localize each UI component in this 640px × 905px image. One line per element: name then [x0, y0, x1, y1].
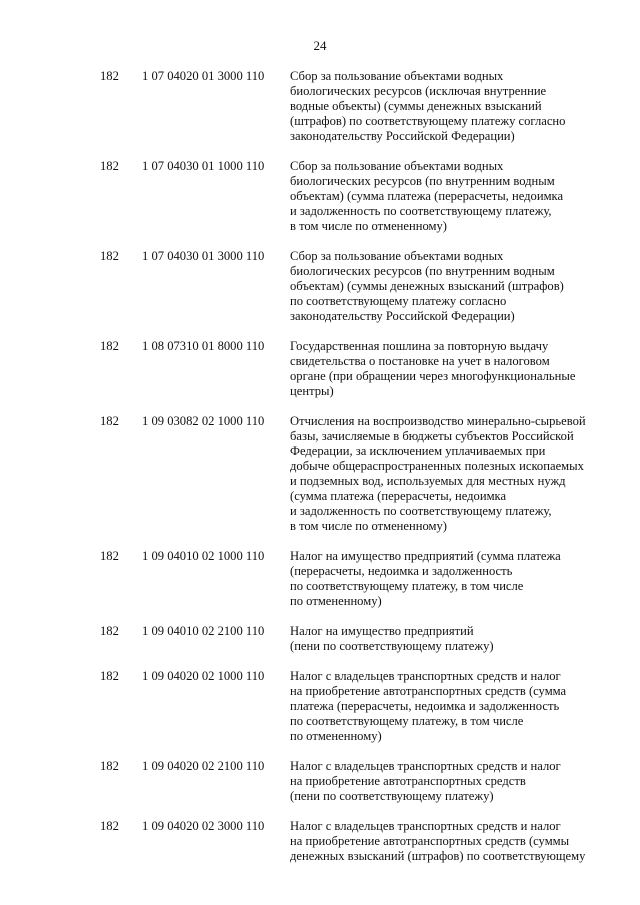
income-description: [290, 159, 610, 234]
description-line: в том числе по отмененному): [290, 219, 447, 233]
administrator-code: 182: [100, 549, 119, 563]
page-number: 24: [313, 38, 327, 53]
income-description: [290, 414, 610, 534]
description-line: на приобретение автотранспортных средств (суммы: [290, 834, 570, 848]
description-line: объектам) (сумма платежа (перерасчеты, недоимка: [290, 189, 564, 203]
administrator-code: 182: [100, 759, 119, 773]
budget-classification-code: 1 09 03082 02 1000 110: [142, 414, 265, 428]
administrator-code: 182: [100, 159, 119, 173]
description-line: центры): [290, 384, 334, 398]
description-line: Налог на имущество предприятий: [290, 624, 474, 638]
description-line: по отмененному): [290, 729, 382, 743]
table-row: [0, 624, 640, 654]
budget-classification-code: 1 09 04010 02 2100 110: [142, 624, 265, 638]
description-line: и подземных вод, используемых для местных нужд: [290, 474, 566, 488]
description-line: добыче общераспространенных полезных ископаемых: [290, 459, 584, 473]
description-line: Налог на имущество предприятий (сумма платежа: [290, 549, 561, 563]
income-description: [290, 339, 610, 399]
description-line: объектам) (суммы денежных взысканий (штрафов): [290, 279, 564, 293]
description-line: по соответствующему платежу, в том числе: [290, 714, 524, 728]
description-line: законодательству Российской Федерации): [290, 309, 515, 323]
budget-classification-code: 1 09 04010 02 1000 110: [142, 549, 265, 563]
budget-classification-code: 1 09 04020 02 3000 110: [142, 819, 265, 833]
administrator-code: 182: [100, 249, 119, 263]
budget-classification-code: 1 09 04020 02 2100 110: [142, 759, 265, 773]
description-line: Налог с владельцев транспортных средств и налог: [290, 819, 561, 833]
description-line: Отчисления на воспроизводство минерально-сырьевой: [290, 414, 586, 428]
table-row: [0, 159, 640, 234]
description-line: Федерации, за исключением уплачиваемых при: [290, 444, 546, 458]
budget-classification-code: 1 08 07310 01 8000 110: [142, 339, 265, 353]
description-line: и задолженность по соответствующему платежу,: [290, 204, 552, 218]
budget-classification-code: 1 07 04030 01 3000 110: [142, 249, 265, 263]
income-description: [290, 669, 610, 744]
administrator-code: 182: [100, 819, 119, 833]
table-row: [0, 339, 640, 399]
description-line: на приобретение автотранспортных средств: [290, 774, 526, 788]
administrator-code: 182: [100, 339, 119, 353]
description-line: по отмененному): [290, 594, 382, 608]
description-line: Сбор за пользование объектами водных: [290, 249, 504, 263]
description-line: (штрафов) по соответствующему платежу согласно: [290, 114, 566, 128]
administrator-code: 182: [100, 69, 119, 83]
description-line: законодательству Российской Федерации): [290, 129, 515, 143]
description-line: базы, зачисляемые в бюджеты субъектов Российской: [290, 429, 574, 443]
table-row: [0, 549, 640, 609]
administrator-code: 182: [100, 624, 119, 638]
income-description: [290, 624, 610, 654]
description-line: на приобретение автотранспортных средств (сумма: [290, 684, 567, 698]
description-line: (пени по соответствующему платежу): [290, 789, 494, 803]
description-line: и задолженность по соответствующему платежу,: [290, 504, 552, 518]
description-line: (перерасчеты, недоимка и задолженность: [290, 564, 513, 578]
description-line: по соответствующему платежу, в том числе: [290, 579, 524, 593]
description-line: Налог с владельцев транспортных средств и налог: [290, 759, 561, 773]
description-line: органе (при обращении через многофункциональные: [290, 369, 576, 383]
table-row: [0, 414, 640, 534]
description-line: по соответствующему платежу согласно: [290, 294, 507, 308]
description-line: платежа (перерасчеты, недоимка и задолженность: [290, 699, 560, 713]
description-line: Сбор за пользование объектами водных: [290, 69, 504, 83]
income-description: [290, 759, 610, 804]
description-line: в том числе по отмененному): [290, 519, 447, 533]
table-row: [0, 759, 640, 804]
description-line: денежных взысканий (штрафов) по соответствующему: [290, 849, 586, 863]
income-codes-table: [0, 69, 640, 879]
description-line: водные объекты) (суммы денежных взысканий: [290, 99, 542, 113]
description-line: биологических ресурсов (исключая внутренние: [290, 84, 547, 98]
description-line: свидетельства о постановке на учет в налоговом: [290, 354, 550, 368]
table-row: [0, 249, 640, 324]
budget-classification-code: 1 07 04020 01 3000 110: [142, 69, 265, 83]
description-line: Государственная пошлина за повторную выдачу: [290, 339, 549, 353]
income-description: [290, 249, 610, 324]
administrator-code: 182: [100, 414, 119, 428]
description-line: (сумма платежа (перерасчеты, недоимка: [290, 489, 507, 503]
table-row: [0, 669, 640, 744]
income-description: [290, 69, 610, 144]
budget-classification-code: 1 09 04020 02 1000 110: [142, 669, 265, 683]
description-line: (пени по соответствующему платежу): [290, 639, 494, 653]
income-description: [290, 819, 610, 864]
income-description: [290, 549, 610, 609]
budget-classification-code: 1 07 04030 01 1000 110: [142, 159, 265, 173]
table-row: [0, 819, 640, 864]
description-line: Налог с владельцев транспортных средств и налог: [290, 669, 561, 683]
description-line: Сбор за пользование объектами водных: [290, 159, 504, 173]
administrator-code: 182: [100, 669, 119, 683]
description-line: биологических ресурсов (по внутренним водным: [290, 264, 555, 278]
table-row: [0, 69, 640, 144]
description-line: биологических ресурсов (по внутренним водным: [290, 174, 555, 188]
